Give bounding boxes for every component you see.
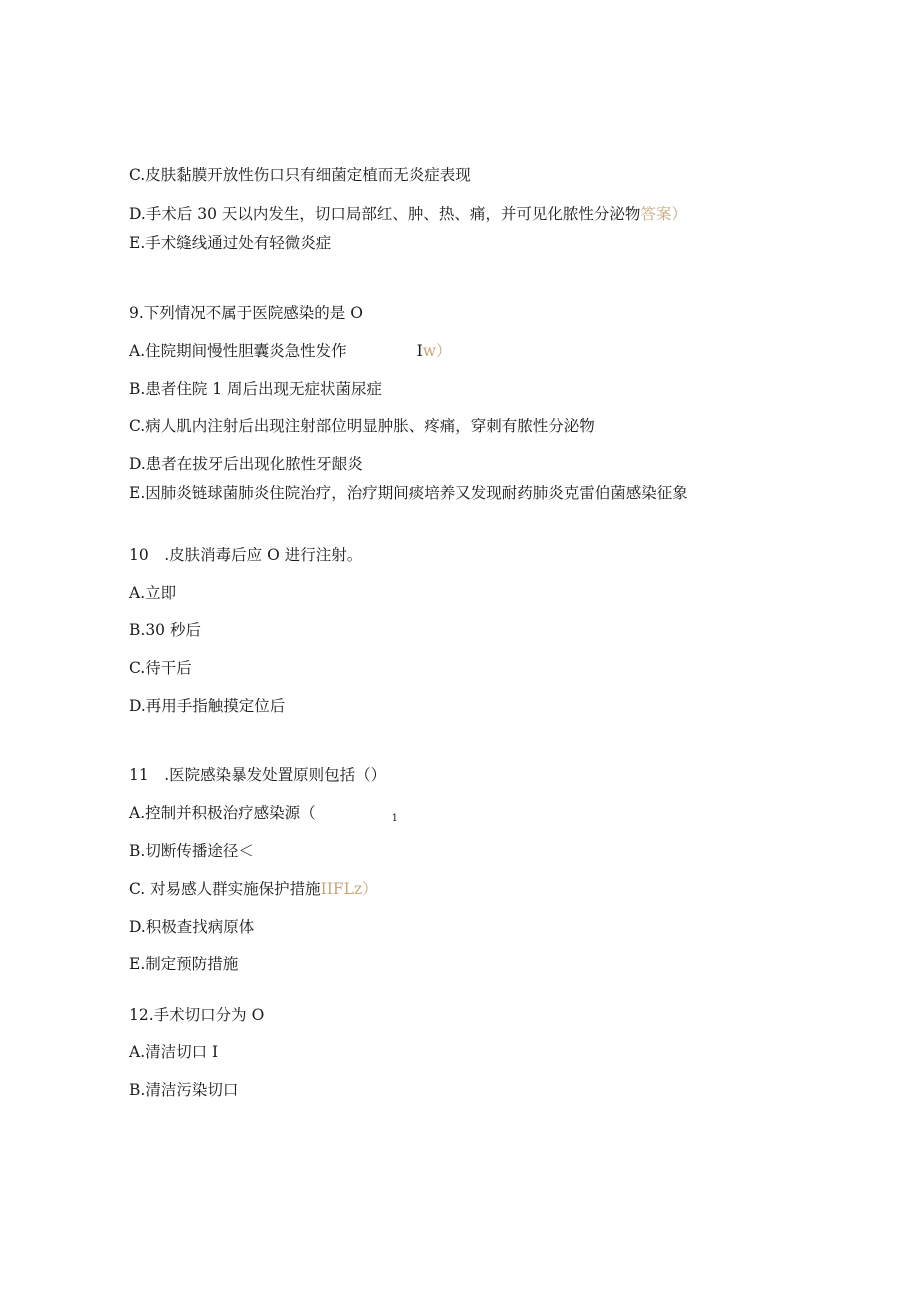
q10-option-d: D.再用手指触摸定位后 — [129, 697, 286, 715]
q9-answer-mark: w） — [422, 342, 452, 360]
q11-option-b: B.切断传播途径＜ — [129, 842, 254, 860]
q9-option-e: E.因肺炎链球菌肺炎住院治疗，治疗期间痰培养又发现耐药肺炎克雷伯菌感染征象 — [129, 484, 688, 502]
q11-option-d: D.积极查找病原体 — [129, 918, 255, 936]
q8-option-e: E.手术缝线通过处有轻微炎症 — [129, 234, 332, 252]
q8-option-c: C.皮肤黏膜开放性伤口只有细菌定植而无炎症表现 — [129, 166, 471, 184]
q8-option-d — [129, 204, 687, 224]
q11-option-a-text: A.控制并积极治疗感染源（ — [129, 804, 316, 822]
q11-option-a — [129, 803, 398, 829]
q10-option-a: A.立即 — [129, 584, 177, 602]
q11-option-a-mark: 1 — [391, 813, 398, 824]
q9-option-d: D.患者在拔牙后出现化脓性牙龈炎 — [129, 455, 363, 473]
q8-option-d-text: D.手术后 30 天以内发生，切口局部红、肿、热、痛，并可见化脓性分泌物 — [129, 205, 641, 223]
q10-question: 10 .皮肤消毒后应 O 进行注射。 — [129, 546, 363, 564]
q10-option-c: C.待干后 — [129, 659, 192, 677]
q11-option-e: E.制定预防措施 — [129, 955, 239, 973]
q9-option-a — [129, 341, 452, 361]
q11-option-c — [129, 879, 378, 899]
q9-option-a-text: A.住院期间慢性胆囊炎急性发作 — [129, 342, 347, 360]
q12-option-b: B.清洁污染切口 — [129, 1081, 239, 1099]
q12-question: 12.手术切口分为 O — [129, 1006, 265, 1024]
q9-question: 9.下列情况不属于医院感染的是 O — [129, 304, 363, 322]
q11-option-c-text: C. 对易感人群实施保护措施 — [129, 880, 321, 898]
q10-option-b: B.30 秒后 — [129, 621, 201, 639]
q11-answer-mark: IIFLz） — [320, 880, 378, 898]
q9-option-b: B.患者住院 1 周后出现无症状菌尿症 — [129, 380, 383, 398]
q8-answer-mark: 答案） — [640, 205, 687, 223]
q11-question: 11 .医院感染暴发处置原则包括（） — [129, 766, 387, 784]
q12-option-a: A.清洁切口 I — [129, 1043, 219, 1061]
q9-answer-i: I — [416, 342, 423, 360]
q9-option-c: C.病人肌内注射后出现注射部位明显肿胀、疼痛，穿刺有脓性分泌物 — [129, 417, 595, 435]
